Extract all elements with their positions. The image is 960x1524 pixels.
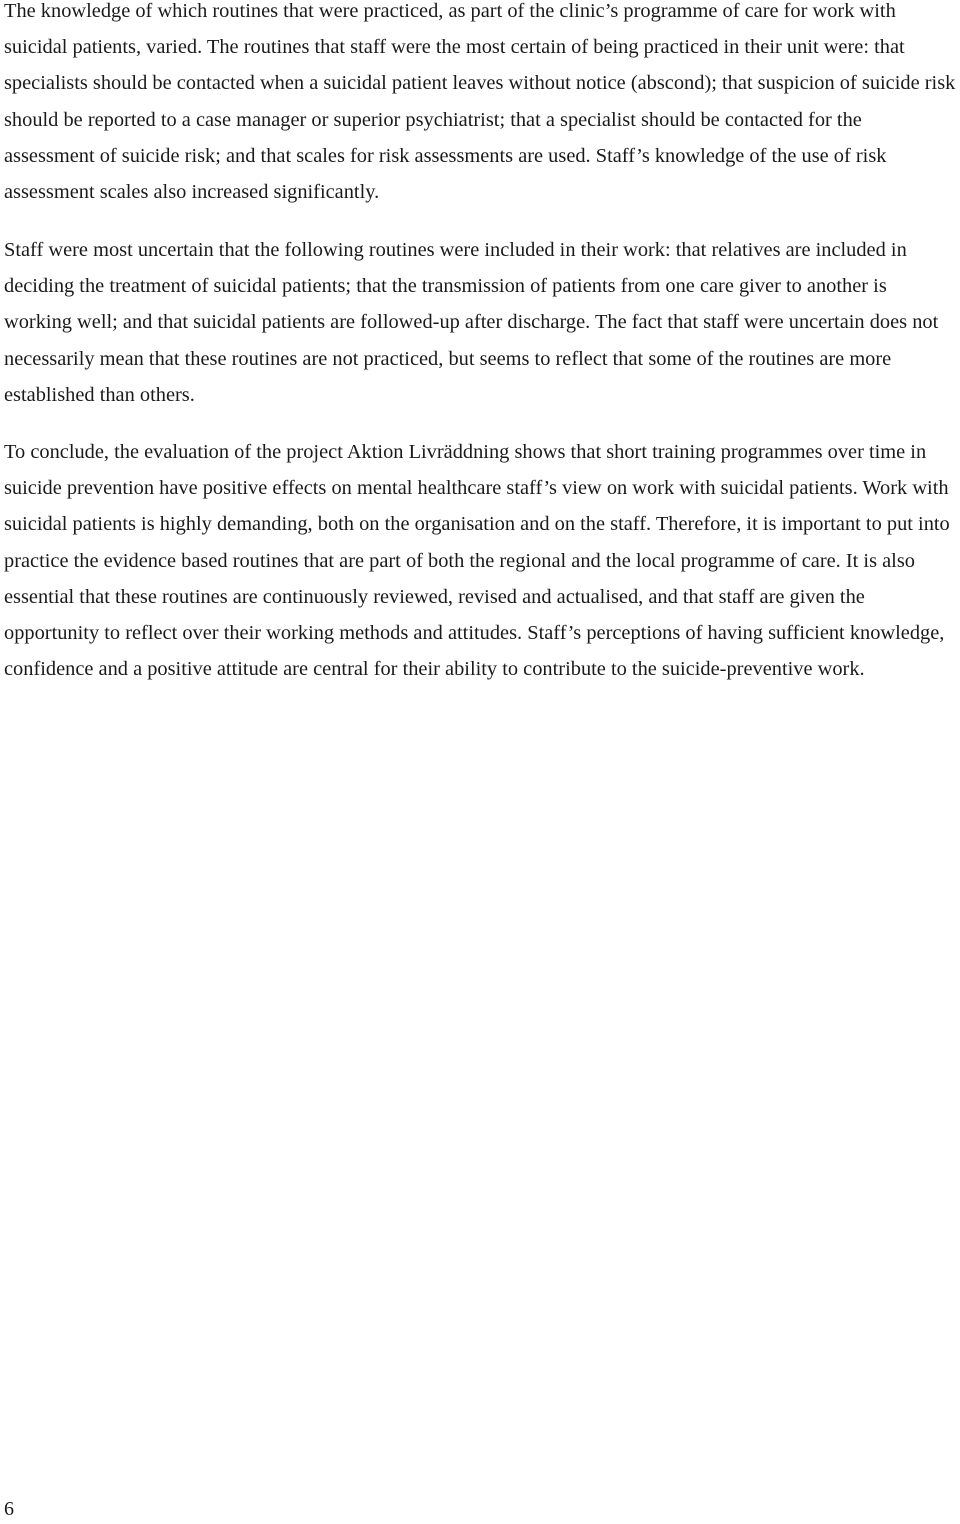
paragraph-conclusion: To conclude, the evaluation of the project Aktion Livräddning shows that short training programmes over time in suicide prevention have positive effects on mental healthcare staff’s view on work with suicidal patients. Work with suicidal patients is highly demanding, both on the organisation and on the staff. Therefore, it is important to put into practice the evidence based routines that are part of both the regional and the local programme of care. It is also essential that these routines are continuously reviewed, revised and actualised, and that staff are given the opportunity to reflect over their working methods and attitudes. Staff’s perceptions of having sufficient knowledge, confidence and a positive attitude are central for their ability to contribute to the suicide-preventive work.	[4, 441, 950, 681]
paragraph-staff-uncertainty: Staff were most uncertain that the following routines were included in their work: that relatives are included in deciding the treatment of suicidal patients; that the transmission of patients from one care giver to another is working well; and that suicidal patients are followed-up after discharge. The fact that staff were uncertain does not necessarily mean that these routines are not practiced, but seems to reflect that some of the routines are more established than others.	[4, 239, 939, 406]
page-number: 6	[4, 1498, 14, 1520]
paragraph-routines-knowledge: The knowledge of which routines that were practiced, as part of the clinic’s programme of care for work with suicidal patients, varied. The routines that staff were the most certain of being practiced in their unit were: that specialists should be contacted when a suicidal patient leaves without notice (abscond); that suspicion of suicide risk should be reported to a case manager or superior psychiatrist; that a specialist should be contacted for the assessment of suicide risk; and that scales for risk assessments are used. Staff’s knowledge of the use of risk assessment scales also increased significantly.	[4, 0, 956, 204]
